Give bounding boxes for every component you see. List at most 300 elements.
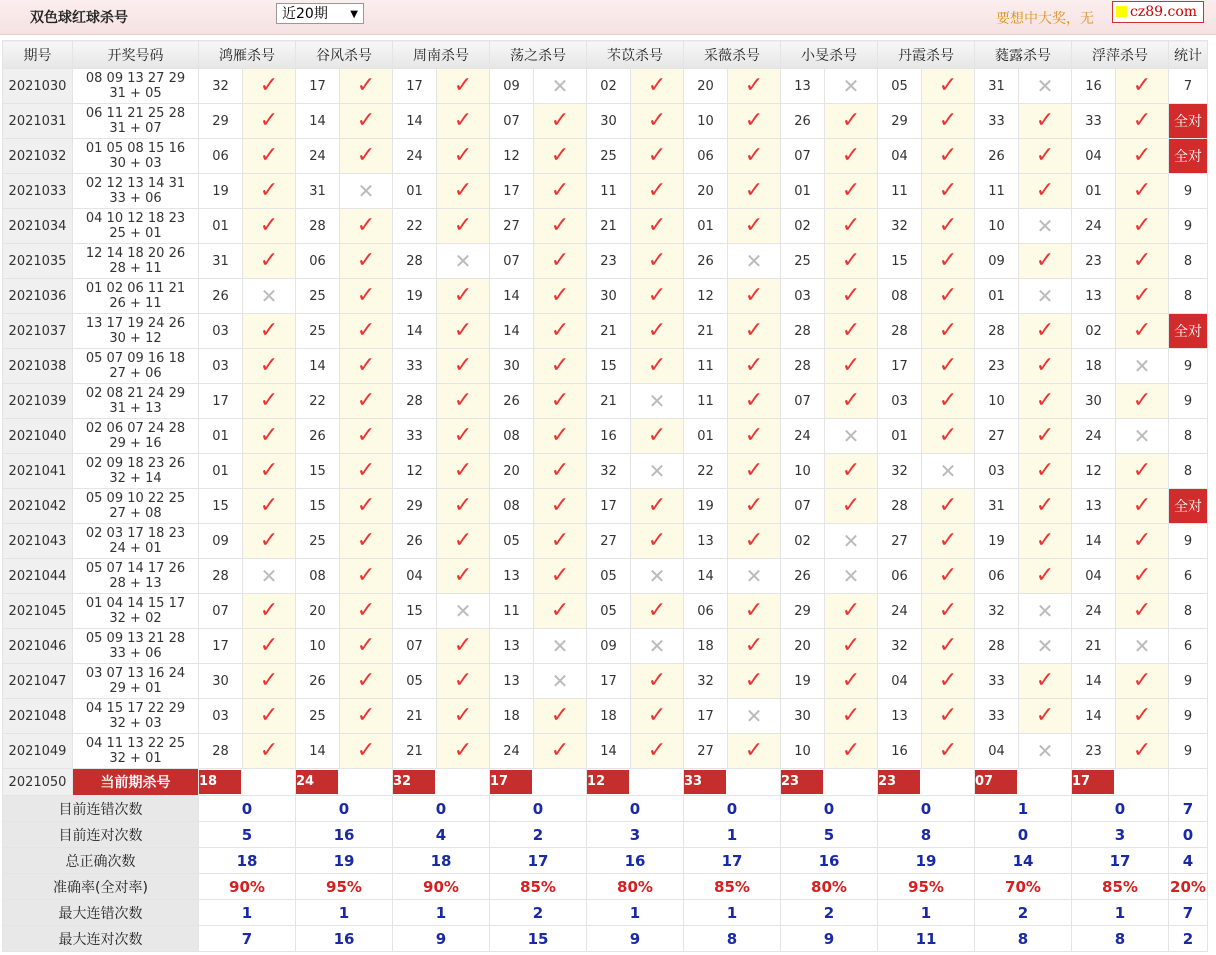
kill-number-cell: 32 <box>684 664 728 699</box>
check-icon: ✓ <box>1035 318 1055 343</box>
check-icon: ✓ <box>744 528 764 553</box>
result-cell <box>728 69 781 104</box>
kill-number-cell: 31 <box>296 174 340 209</box>
kill-number-cell: 27 <box>490 209 534 244</box>
current-kill-cell <box>490 769 587 796</box>
red-balls: 01 05 08 15 16 <box>85 141 186 156</box>
chevron-down-icon: ▼ <box>350 9 358 20</box>
table-row <box>3 594 1208 629</box>
period-cell: 2021040 <box>3 419 73 454</box>
check-icon: ✓ <box>259 143 279 168</box>
current-kill-number: 17 <box>490 770 532 794</box>
check-icon: ✓ <box>1132 143 1152 168</box>
kill-number-cell: 14 <box>1072 524 1116 559</box>
check-icon: ✓ <box>744 73 764 98</box>
check-icon: ✓ <box>1132 248 1152 273</box>
kill-number-cell: 26 <box>975 139 1019 174</box>
period-cell: 2021039 <box>3 384 73 419</box>
check-icon: ✓ <box>259 178 279 203</box>
kill-number-cell: 20 <box>781 629 825 664</box>
current-kill-cell <box>296 769 393 796</box>
check-icon: ✓ <box>453 73 473 98</box>
plus-sign: + <box>125 156 146 171</box>
result-cell <box>534 69 587 104</box>
kill-number-cell: 20 <box>684 69 728 104</box>
summary-value: 2 <box>490 822 587 848</box>
result-cell <box>922 139 975 174</box>
check-icon: ✓ <box>1132 668 1152 693</box>
result-cell <box>728 524 781 559</box>
check-icon: ✓ <box>356 458 376 483</box>
result-cell <box>437 69 490 104</box>
kill-number-cell: 25 <box>781 244 825 279</box>
check-icon: ✓ <box>259 633 279 658</box>
kill-number-cell: 06 <box>684 139 728 174</box>
result-cell <box>922 279 975 314</box>
kill-number-cell: 07 <box>781 139 825 174</box>
result-cell <box>1116 629 1169 664</box>
stat-cell: 6 <box>1169 559 1208 594</box>
result-cell <box>243 139 296 174</box>
check-icon: ✓ <box>841 318 861 343</box>
kill-number-cell: 11 <box>684 384 728 419</box>
table-row <box>3 489 1208 524</box>
check-icon: ✓ <box>1132 493 1152 518</box>
kill-number-cell: 20 <box>296 594 340 629</box>
check-icon: ✓ <box>550 738 570 763</box>
result-cell <box>1019 489 1072 524</box>
red-ball-tail: 28 <box>109 261 126 276</box>
check-icon: ✓ <box>841 703 861 728</box>
result-cell <box>1019 734 1072 769</box>
result-cell <box>728 454 781 489</box>
check-icon: ✓ <box>453 318 473 343</box>
result-cell <box>1116 699 1169 734</box>
summary-value: 17 <box>1072 848 1169 874</box>
check-icon: ✓ <box>647 318 667 343</box>
result-cell <box>1116 244 1169 279</box>
result-cell <box>534 454 587 489</box>
table-row <box>3 699 1208 734</box>
check-icon: ✓ <box>938 528 958 553</box>
kill-number-cell: 27 <box>684 734 728 769</box>
result-cell <box>1116 559 1169 594</box>
plus-sign: + <box>125 576 146 591</box>
result-cell <box>631 594 684 629</box>
draw-numbers-cell <box>73 384 199 419</box>
kill-number-cell: 26 <box>296 419 340 454</box>
summary-value: 16 <box>296 926 393 952</box>
result-cell <box>243 384 296 419</box>
red-balls: 05 07 09 16 18 <box>85 351 186 366</box>
result-cell <box>437 384 490 419</box>
result-cell <box>922 314 975 349</box>
period-cell: 2021033 <box>3 174 73 209</box>
draw-numbers-cell <box>73 419 199 454</box>
result-cell <box>437 244 490 279</box>
kill-number-cell: 17 <box>393 69 437 104</box>
result-cell <box>825 69 878 104</box>
kill-number-cell: 16 <box>1072 69 1116 104</box>
check-icon: ✓ <box>356 248 376 273</box>
result-cell <box>243 734 296 769</box>
check-icon: ✓ <box>550 458 570 483</box>
result-cell <box>1019 559 1072 594</box>
plus-sign: + <box>125 331 146 346</box>
kill-number-cell: 31 <box>975 489 1019 524</box>
col-header-expert: 芣苡杀号 <box>587 41 684 69</box>
check-icon: ✓ <box>938 353 958 378</box>
result-cell <box>631 384 684 419</box>
result-cell <box>534 664 587 699</box>
result-cell <box>437 559 490 594</box>
red-balls: 12 14 18 20 26 <box>85 246 186 261</box>
kill-number-cell: 25 <box>296 524 340 559</box>
cross-icon: ✕ <box>842 423 860 448</box>
kill-number-cell: 14 <box>296 734 340 769</box>
table-row <box>3 279 1208 314</box>
kill-number-cell: 28 <box>975 629 1019 664</box>
cross-icon: ✕ <box>745 248 763 273</box>
result-cell <box>922 174 975 209</box>
summary-value: 0 <box>878 796 975 822</box>
result-cell <box>1116 419 1169 454</box>
result-cell <box>534 279 587 314</box>
kill-number-cell: 01 <box>199 419 243 454</box>
result-cell <box>1019 594 1072 629</box>
kill-number-cell: 08 <box>490 489 534 524</box>
summary-value: 9 <box>393 926 490 952</box>
kill-number-cell: 22 <box>296 384 340 419</box>
result-cell <box>1019 69 1072 104</box>
check-icon: ✓ <box>744 318 764 343</box>
check-icon: ✓ <box>841 633 861 658</box>
check-icon: ✓ <box>744 388 764 413</box>
check-icon: ✓ <box>259 458 279 483</box>
result-cell <box>243 559 296 594</box>
table-row <box>3 139 1208 174</box>
result-cell <box>1116 594 1169 629</box>
red-ball-tail: 32 <box>109 471 126 486</box>
kill-number-cell: 20 <box>684 174 728 209</box>
result-cell <box>631 174 684 209</box>
table-row <box>3 209 1208 244</box>
current-kill-number: 24 <box>296 770 338 794</box>
result-cell <box>1116 489 1169 524</box>
result-cell <box>243 454 296 489</box>
check-icon: ✓ <box>841 283 861 308</box>
plus-sign: + <box>125 86 146 101</box>
cross-icon: ✕ <box>260 563 278 588</box>
kill-number-cell: 32 <box>878 209 922 244</box>
result-cell <box>1116 734 1169 769</box>
kill-number-cell: 26 <box>296 664 340 699</box>
red-balls: 04 11 13 22 25 <box>85 736 186 751</box>
check-icon: ✓ <box>550 143 570 168</box>
blue-ball: 08 <box>145 506 162 521</box>
check-icon: ✓ <box>1132 738 1152 763</box>
result-cell <box>534 104 587 139</box>
result-cell <box>1116 349 1169 384</box>
summary-value: 0 <box>490 796 587 822</box>
kill-number-cell: 07 <box>781 384 825 419</box>
red-ball-tail: 29 <box>109 436 126 451</box>
kill-number-cell: 10 <box>975 209 1019 244</box>
check-icon: ✓ <box>453 423 473 448</box>
draw-numbers-cell <box>73 559 199 594</box>
plus-sign: + <box>125 646 146 661</box>
result-cell <box>728 174 781 209</box>
summary-value: 0 <box>199 796 296 822</box>
red-balls: 05 09 10 22 25 <box>85 491 186 506</box>
period-cell: 2021030 <box>3 69 73 104</box>
kill-number-cell: 04 <box>1072 559 1116 594</box>
check-icon: ✓ <box>550 423 570 448</box>
result-cell <box>922 664 975 699</box>
check-icon: ✓ <box>356 108 376 133</box>
result-cell <box>825 384 878 419</box>
red-balls: 02 12 13 14 31 <box>85 176 186 191</box>
kill-number-cell: 13 <box>1072 279 1116 314</box>
kill-number-cell: 04 <box>975 734 1019 769</box>
period-range-value: 近20期 <box>282 6 328 22</box>
period-cell: 2021048 <box>3 699 73 734</box>
check-icon: ✓ <box>550 388 570 413</box>
check-icon: ✓ <box>744 738 764 763</box>
kill-number-cell: 26 <box>393 524 437 559</box>
summary-label: 目前连错次数 <box>3 796 199 822</box>
result-cell <box>922 419 975 454</box>
check-icon: ✓ <box>550 248 570 273</box>
col-header-expert: 周南杀号 <box>393 41 490 69</box>
table-row <box>3 314 1208 349</box>
result-cell <box>631 734 684 769</box>
kill-number-cell: 06 <box>878 559 922 594</box>
blue-ball: 06 <box>145 646 162 661</box>
kill-number-cell: 26 <box>781 104 825 139</box>
red-ball-tail: 30 <box>109 331 126 346</box>
result-cell <box>825 454 878 489</box>
result-cell <box>825 349 878 384</box>
result-cell <box>922 524 975 559</box>
red-ball-tail: 29 <box>109 681 126 696</box>
result-cell <box>922 69 975 104</box>
cross-icon: ✕ <box>1133 353 1151 378</box>
col-header-expert: 浮萍杀号 <box>1072 41 1169 69</box>
blue-ball: 13 <box>145 576 162 591</box>
summary-value: 3 <box>587 822 684 848</box>
cross-icon: ✕ <box>745 563 763 588</box>
site-logo[interactable] <box>1112 1 1204 23</box>
result-cell <box>534 384 587 419</box>
kill-number-cell: 32 <box>878 629 922 664</box>
summary-value: 16 <box>296 822 393 848</box>
check-icon: ✓ <box>1035 353 1055 378</box>
result-cell <box>534 349 587 384</box>
red-ball-tail: 28 <box>109 576 126 591</box>
col-header-expert: 荡之杀号 <box>490 41 587 69</box>
kill-number-cell: 21 <box>393 734 437 769</box>
blue-ball: 01 <box>145 541 162 556</box>
check-icon: ✓ <box>841 458 861 483</box>
kill-number-cell: 33 <box>975 664 1019 699</box>
result-cell <box>437 489 490 524</box>
plus-sign: + <box>125 541 146 556</box>
kill-number-cell: 08 <box>878 279 922 314</box>
blue-ball: 14 <box>145 471 162 486</box>
current-kill-number: 33 <box>684 770 726 794</box>
kill-number-cell: 03 <box>975 454 1019 489</box>
kill-number-cell: 11 <box>587 174 631 209</box>
check-icon: ✓ <box>550 598 570 623</box>
result-cell <box>728 104 781 139</box>
result-cell <box>534 174 587 209</box>
result-cell <box>631 664 684 699</box>
cross-icon: ✕ <box>648 633 666 658</box>
check-icon: ✓ <box>1035 563 1055 588</box>
result-cell <box>340 104 393 139</box>
summary-value: 0 <box>393 796 490 822</box>
check-icon: ✓ <box>259 423 279 448</box>
summary-value: 0 <box>1072 796 1169 822</box>
summary-value: 1 <box>199 900 296 926</box>
current-stat-cell <box>1169 769 1208 796</box>
result-cell <box>922 594 975 629</box>
draw-numbers-cell <box>73 454 199 489</box>
result-cell <box>631 104 684 139</box>
check-icon: ✓ <box>356 703 376 728</box>
summary-value: 1 <box>393 900 490 926</box>
kill-number-cell: 18 <box>587 699 631 734</box>
result-cell <box>1116 524 1169 559</box>
kill-number-cell: 12 <box>490 139 534 174</box>
kill-number-cell: 27 <box>878 524 922 559</box>
stat-cell: 全对 <box>1169 489 1208 524</box>
result-cell <box>825 104 878 139</box>
check-icon: ✓ <box>356 668 376 693</box>
kill-number-cell: 05 <box>393 664 437 699</box>
check-icon: ✓ <box>453 213 473 238</box>
check-icon: ✓ <box>453 283 473 308</box>
result-cell <box>825 279 878 314</box>
check-icon: ✓ <box>356 563 376 588</box>
kill-number-cell: 02 <box>587 69 631 104</box>
check-icon: ✓ <box>938 213 958 238</box>
period-cell: 2021035 <box>3 244 73 279</box>
kill-number-cell: 16 <box>878 734 922 769</box>
check-icon: ✓ <box>356 353 376 378</box>
red-balls: 06 11 21 25 28 <box>85 106 186 121</box>
kill-number-cell: 28 <box>393 244 437 279</box>
result-cell <box>1019 314 1072 349</box>
check-icon: ✓ <box>1035 458 1055 483</box>
period-cell: 2021038 <box>3 349 73 384</box>
kill-number-cell: 22 <box>393 209 437 244</box>
top-bar <box>0 0 1216 35</box>
plus-sign: + <box>125 681 146 696</box>
cross-icon: ✕ <box>939 458 957 483</box>
check-icon: ✓ <box>1035 668 1055 693</box>
result-cell <box>1019 104 1072 139</box>
stat-cell: 9 <box>1169 349 1208 384</box>
check-icon: ✓ <box>550 563 570 588</box>
summary-value: 90% <box>199 874 296 900</box>
result-cell <box>534 314 587 349</box>
kill-number-cell: 32 <box>199 69 243 104</box>
kill-number-cell: 33 <box>975 104 1019 139</box>
kill-number-cell: 05 <box>490 524 534 559</box>
summary-value: 1 <box>1072 900 1169 926</box>
check-icon: ✓ <box>744 668 764 693</box>
check-icon: ✓ <box>938 248 958 273</box>
check-icon: ✓ <box>550 213 570 238</box>
check-icon: ✓ <box>647 668 667 693</box>
summary-value: 2 <box>975 900 1072 926</box>
check-icon: ✓ <box>1035 388 1055 413</box>
kill-number-cell: 16 <box>587 419 631 454</box>
stat-cell: 8 <box>1169 594 1208 629</box>
kill-number-cell: 09 <box>490 69 534 104</box>
check-icon: ✓ <box>841 388 861 413</box>
kill-number-cell: 33 <box>393 419 437 454</box>
summary-value: 14 <box>975 848 1072 874</box>
result-cell <box>437 174 490 209</box>
red-ball-tail: 27 <box>109 506 126 521</box>
blue-ball: 01 <box>145 751 162 766</box>
draw-numbers-cell <box>73 699 199 734</box>
result-cell <box>631 244 684 279</box>
cross-icon: ✕ <box>648 563 666 588</box>
result-cell <box>728 594 781 629</box>
kill-number-cell: 14 <box>393 104 437 139</box>
kill-number-cell: 29 <box>199 104 243 139</box>
kill-number-cell: 28 <box>781 349 825 384</box>
blue-ball: 06 <box>145 191 162 206</box>
kill-number-cell: 21 <box>393 699 437 734</box>
red-balls: 02 03 17 18 23 <box>85 526 186 541</box>
result-cell <box>825 734 878 769</box>
result-cell <box>243 489 296 524</box>
check-icon: ✓ <box>841 493 861 518</box>
red-balls: 02 08 21 24 29 <box>85 386 186 401</box>
red-ball-tail: 32 <box>109 751 126 766</box>
result-cell <box>825 629 878 664</box>
kill-number-cell: 17 <box>490 174 534 209</box>
kill-number-cell: 07 <box>199 594 243 629</box>
kill-number-cell: 18 <box>1072 349 1116 384</box>
kill-number-cell: 27 <box>975 419 1019 454</box>
summary-value: 85% <box>1072 874 1169 900</box>
check-icon: ✓ <box>744 283 764 308</box>
period-range-select[interactable] <box>276 3 364 24</box>
period-cell: 2021042 <box>3 489 73 524</box>
table-row <box>3 629 1208 664</box>
table-row <box>3 69 1208 104</box>
summary-label: 准确率(全对率) <box>3 874 199 900</box>
current-kill-number: 12 <box>587 770 629 794</box>
summary-value: 8 <box>975 926 1072 952</box>
check-icon: ✓ <box>550 283 570 308</box>
kill-number-cell: 24 <box>1072 209 1116 244</box>
red-balls: 13 17 19 24 26 <box>85 316 186 331</box>
plus-sign: + <box>125 296 146 311</box>
red-ball-tail: 32 <box>109 611 126 626</box>
summary-row <box>3 926 1208 952</box>
result-cell <box>631 349 684 384</box>
kill-number-cell: 25 <box>296 699 340 734</box>
check-icon: ✓ <box>453 668 473 693</box>
summary-row <box>3 900 1208 926</box>
